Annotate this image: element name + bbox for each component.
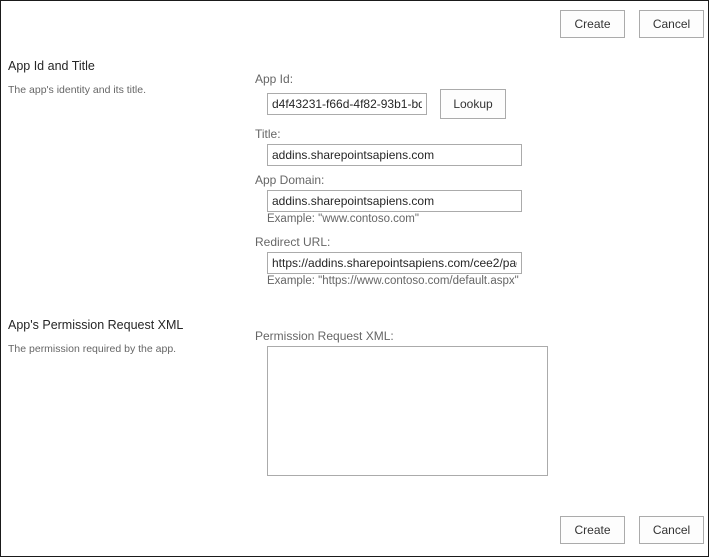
app-domain-label: App Domain: <box>255 173 325 187</box>
permission-section-title: App's Permission Request XML <box>8 318 184 332</box>
redirect-url-label: Redirect URL: <box>255 235 331 249</box>
app-domain-example: Example: "www.contoso.com" <box>267 213 419 225</box>
redirect-url-example: Example: "https://www.contoso.com/default.aspx" <box>267 275 519 287</box>
app-domain-input[interactable] <box>267 190 522 212</box>
permission-xml-label: Permission Request XML: <box>255 329 394 343</box>
app-id-section-title: App Id and Title <box>8 59 95 73</box>
title-input[interactable] <box>267 144 522 166</box>
permission-section-description: The permission required by the app. <box>8 343 177 355</box>
permission-xml-textarea[interactable] <box>267 346 548 476</box>
cancel-button-top[interactable]: Cancel <box>639 10 704 38</box>
redirect-url-input[interactable] <box>267 252 522 274</box>
create-button-bottom[interactable]: Create <box>560 516 625 544</box>
lookup-button[interactable]: Lookup <box>440 89 506 119</box>
app-id-input[interactable] <box>267 93 427 115</box>
cancel-button-bottom[interactable]: Cancel <box>639 516 704 544</box>
create-button-top[interactable]: Create <box>560 10 625 38</box>
title-label: Title: <box>255 127 281 141</box>
app-id-section-description: The app's identity and its title. <box>8 84 146 96</box>
app-id-label: App Id: <box>255 72 294 86</box>
